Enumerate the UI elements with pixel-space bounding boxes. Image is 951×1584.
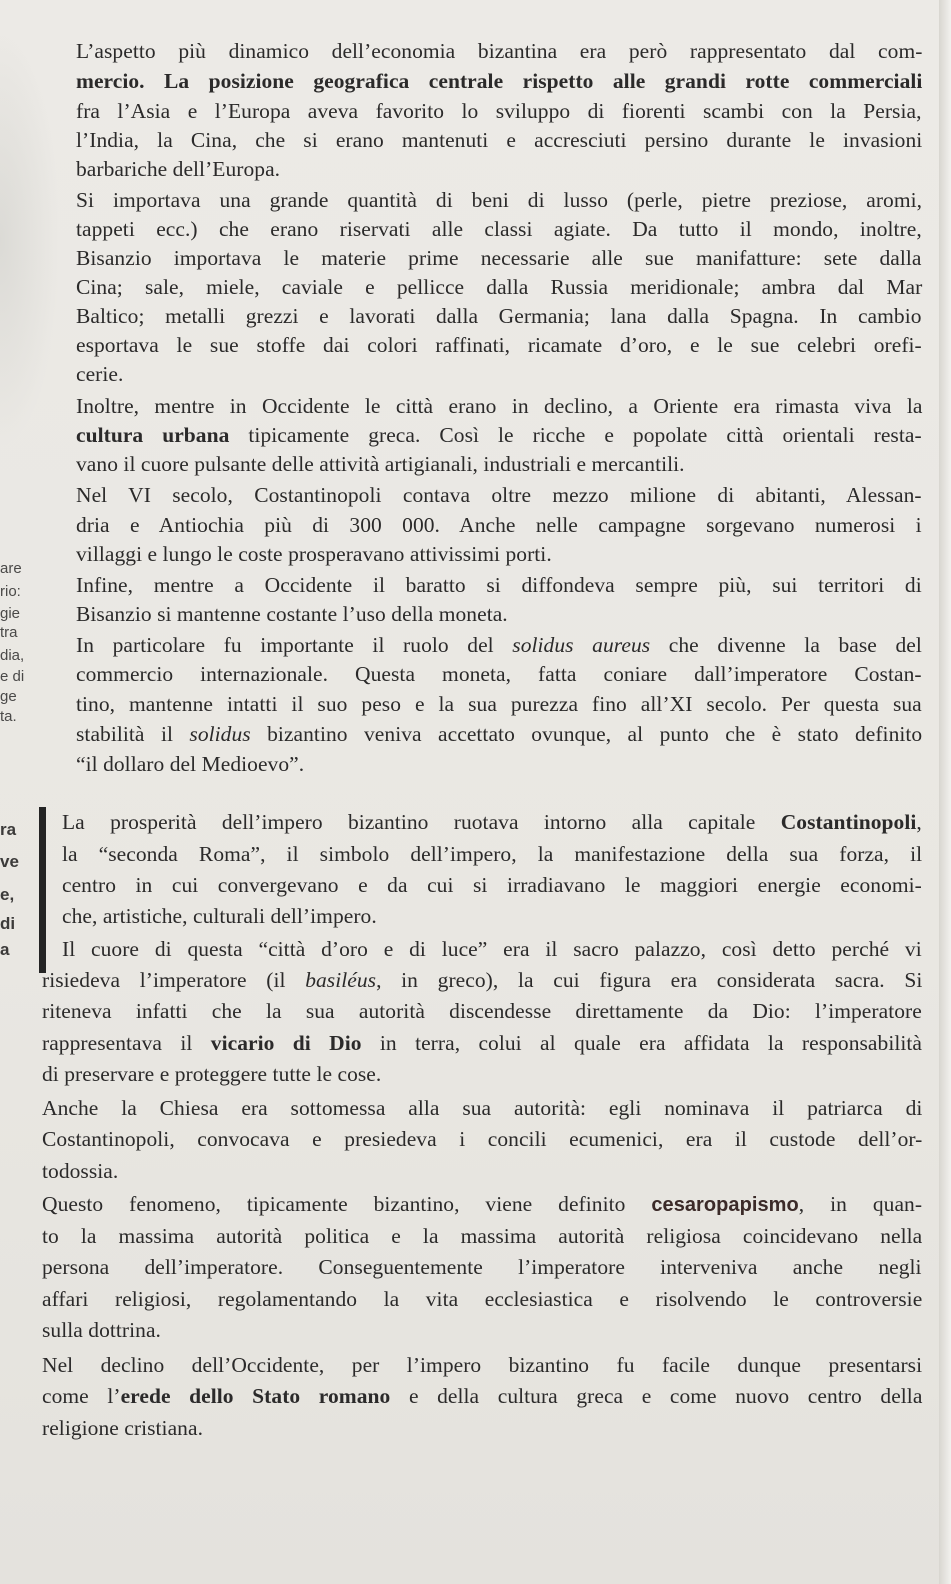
margin-fragment: ta. bbox=[0, 708, 17, 725]
text-line bbox=[42, 1382, 922, 1411]
text-line: Bisanzio importava le materie prime necessarie alle sue manifatture: sete dalla bbox=[76, 246, 922, 270]
margin-fragment: e, bbox=[0, 885, 15, 904]
text-line bbox=[62, 808, 922, 837]
margin-fragment: rio: bbox=[0, 583, 21, 600]
text-line: riteneva infatti che la sua autorità discendesse direttamente da Dio: l’imperatore bbox=[42, 999, 922, 1023]
text-span: risiedeva l’imperatore (il bbox=[42, 968, 306, 992]
text-line: Inoltre, mentre in Occidente le città erano in declino, a Oriente era rimasta viva la bbox=[76, 394, 923, 418]
margin-fragment: are bbox=[0, 560, 22, 577]
margin-fragment: gie bbox=[0, 605, 21, 622]
text-span: Questo fenomeno, tipicamente bizantino, viene definito bbox=[42, 1192, 652, 1216]
text-span: bizantino veniva accettato ovunque, al punto che è stato definito bbox=[250, 722, 923, 746]
section-marker-bar bbox=[39, 807, 46, 973]
text-line: Anche la Chiesa era sottomessa alla sua autorità: egli nominava il patriarca di bbox=[42, 1096, 923, 1120]
text-line: di preservare e proteggere tutte le cose. bbox=[42, 1062, 382, 1086]
text-span: , bbox=[916, 810, 922, 834]
text-span: stabilità il bbox=[76, 722, 190, 746]
text-line: Cina; sale, miele, caviale e pellicce dalla Russia meridionale; ambra dal Mar bbox=[76, 275, 923, 299]
text-line: commercio internazionale. Questa moneta, fatta coniare dall’imperatore Costan- bbox=[76, 662, 922, 686]
text-line: todossia. bbox=[42, 1159, 119, 1183]
page-edge bbox=[939, 0, 951, 1584]
text-line: barbariche dell’Europa. bbox=[76, 157, 281, 181]
text-line: mercio. La posizione geografica centrale rispetto alle grandi rotte commerciali bbox=[76, 69, 923, 93]
margin-fragment: e di bbox=[0, 668, 25, 685]
text-line: che, artistiche, culturali dell’impero. bbox=[62, 904, 377, 928]
keyword-cesaropapismo: cesaropapismo bbox=[651, 1194, 799, 1216]
text-span: in terra, colui al quale era affidata la responsabilità bbox=[361, 1031, 923, 1055]
text-line: Infine, mentre a Occidente il baratto si diffondeva sempre più, sui territori di bbox=[76, 573, 922, 597]
text-line: la “seconda Roma”, il simbolo dell’impero, la manifestazione della sua forza, il bbox=[62, 842, 923, 866]
margin-fragment: di bbox=[0, 914, 16, 933]
text-line: tappeti ecc.) che erano riservati alle classi agiate. Da tutto il mondo, inoltre, bbox=[76, 217, 922, 241]
text-span: tipicamente greca. Così le ricche e popolate città orientali resta- bbox=[229, 423, 922, 447]
text-line: affari religiosi, regolamentando la vita ecclesiastica e risolvendo le controversie bbox=[42, 1287, 923, 1311]
text-span: che divenne la base del bbox=[650, 633, 922, 657]
text-line: L’aspetto più dinamico dell’economia bizantina era però rappresentato dal com- bbox=[76, 39, 923, 63]
term-basileus: basiléus bbox=[305, 968, 377, 992]
text-line: Nel VI secolo, Costantinopoli contava oltre mezzo milione di abitanti, Alessan- bbox=[76, 483, 922, 507]
text-line: Nel declino dell’Occidente, per l’impero bizantino fu facile dunque presentarsi bbox=[42, 1353, 923, 1377]
text-line: Bisanzio si mantenne costante l’uso della moneta. bbox=[76, 602, 508, 626]
margin-fragment: dia, bbox=[0, 647, 25, 664]
text-line: villaggi e lungo le coste prosperavano attivissimi porti. bbox=[76, 542, 552, 566]
text-line: Si importava una grande quantità di beni di lusso (perle, pietre preziose, aromi, bbox=[76, 188, 923, 212]
page-shadow bbox=[0, 30, 60, 450]
text-line bbox=[76, 631, 922, 660]
text-line: sulla dottrina. bbox=[42, 1318, 161, 1342]
text-span: In particolare fu importante il ruolo del bbox=[76, 633, 513, 657]
text-line: dria e Antiochia più di 300 000. Anche nelle campagne sorgevano numerosi i bbox=[76, 513, 922, 537]
text-line bbox=[76, 67, 922, 96]
margin-fragment: ve bbox=[0, 852, 19, 871]
text-line: fra l’Asia e l’Europa aveva favorito lo sviluppo di fiorenti scambi con la Persia, bbox=[76, 99, 922, 123]
keyword-costantinopoli: Costantinopoli bbox=[780, 810, 917, 834]
text-line bbox=[42, 966, 922, 995]
term-solidus-aureus: solidus aureus bbox=[512, 633, 651, 657]
text-line bbox=[42, 1029, 922, 1058]
margin-fragment: ge bbox=[0, 688, 17, 705]
keyword-erede-stato-romano: erede dello Stato romano bbox=[120, 1384, 391, 1408]
keyword-vicario-di-dio: vicario di Dio bbox=[210, 1031, 362, 1055]
term-solidus: solidus bbox=[189, 722, 251, 746]
keyword-cultura-urbana: cultura urbana bbox=[76, 423, 230, 447]
text-line bbox=[42, 1190, 922, 1220]
text-line: to la massima autorità politica e la massima autorità religiosa coincidevano nella bbox=[42, 1224, 923, 1248]
text-span: rappresentava il bbox=[42, 1031, 211, 1055]
margin-fragment: a bbox=[0, 940, 10, 959]
text-span: , in quan- bbox=[798, 1192, 923, 1216]
margin-fragment: tra bbox=[0, 624, 18, 641]
margin-fragment: ra bbox=[0, 820, 17, 839]
text-span: La prosperità dell’impero bizantino ruotava intorno alla capitale bbox=[62, 810, 781, 834]
text-line bbox=[76, 421, 922, 450]
text-line: Baltico; metalli grezzi e lavorati dalla Germania; lana dalla Spagna. In cambio bbox=[76, 304, 922, 328]
text-span: , in greco), la cui figura era considerata sacra. Si bbox=[376, 968, 923, 992]
text-line bbox=[76, 720, 922, 749]
text-line: persona dell’imperatore. Conseguentemente l’imperatore interveniva anche negli bbox=[42, 1255, 922, 1279]
text-line: Il cuore di questa “città d’oro e di luce” era il sacro palazzo, così detto perché vi bbox=[62, 937, 922, 961]
text-line: religione cristiana. bbox=[42, 1416, 203, 1440]
text-span: come l’ bbox=[42, 1384, 121, 1408]
text-line: tino, mantenne intatti il suo peso e la sua purezza fino all’XI secolo. Per questa sua bbox=[76, 692, 922, 716]
text-line: centro in cui convergevano e da cui si irradiavano le maggiori energie economi- bbox=[62, 873, 922, 897]
text-span: e della cultura greca e come nuovo centro della bbox=[390, 1384, 923, 1408]
text-line: cerie. bbox=[76, 362, 124, 386]
text-line: esportava le sue stoffe dai colori raffinati, ricamate d’oro, e le sue celebri orefi- bbox=[76, 333, 922, 357]
text-line: Costantinopoli, convocava e presiedeva i concili ecumenici, era il custode dell’or- bbox=[42, 1127, 923, 1151]
text-line: “il dollaro del Medioevo”. bbox=[76, 752, 305, 776]
text-line: vano il cuore pulsante delle attività artigianali, industriali e mercantili. bbox=[76, 452, 685, 476]
text-line: l’India, la Cina, che si erano mantenuti e accresciuti persino durante le invasioni bbox=[76, 128, 923, 152]
